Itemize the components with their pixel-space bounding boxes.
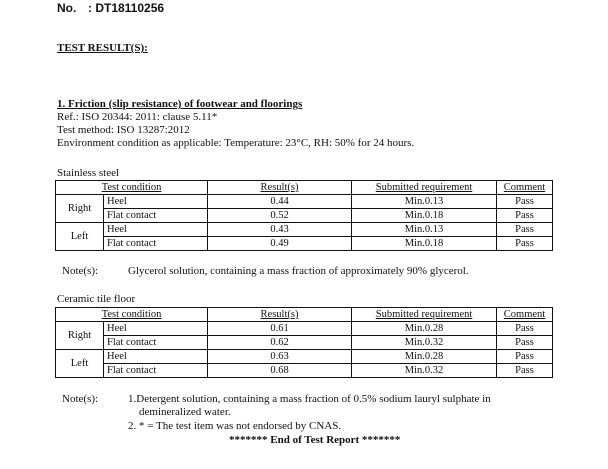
result-cell: 0.43 (208, 223, 352, 237)
report-number: : DT18110256 (88, 1, 165, 15)
ceramic-note-line-1: 1.Detergent solution, containing a mass fraction of 0.5% sodium lauryl sulphate in (128, 393, 491, 405)
end-of-report: ******* End of Test Report ******* (229, 434, 401, 446)
comment-cell: Pass (497, 364, 553, 378)
stainless-steel-title: Stainless steel (57, 167, 120, 179)
column-header: Comment (497, 181, 553, 195)
table-row (56, 223, 553, 237)
ceramic-note-line-2: demineralized water. (139, 406, 231, 418)
result-cell: 0.68 (208, 364, 352, 378)
condition-cell: Flat contact (104, 364, 208, 378)
table-row (56, 195, 553, 209)
ceramic-tile-table (55, 307, 553, 378)
test-results-heading: TEST RESULT(S): (57, 42, 148, 54)
section-title: 1. Friction (slip resistance) of footwear and floorings (57, 98, 303, 110)
requirement-cell: Min.0.18 (352, 237, 497, 251)
table-row (56, 336, 553, 350)
result-cell: 0.63 (208, 350, 352, 364)
ceramic-tile-title: Ceramic tile floor (57, 293, 136, 305)
position-cell: Left (56, 350, 104, 378)
stainless-note-label: Note(s): (62, 265, 99, 277)
comment-cell: Pass (497, 237, 553, 251)
requirement-cell: Min.0.18 (352, 209, 497, 223)
table-row (56, 350, 553, 364)
ceramic-note-line-3: 2. * = The test item was not endorsed by CNAS. (128, 420, 342, 432)
result-cell: 0.61 (208, 322, 352, 336)
condition-cell: Flat contact (104, 209, 208, 223)
table-header-row (56, 308, 553, 322)
stainless-steel-table (55, 180, 553, 251)
result-cell: 0.52 (208, 209, 352, 223)
column-header: Test condition (56, 181, 208, 195)
requirement-cell: Min.0.28 (352, 350, 497, 364)
ceramic-note-label: Note(s): (62, 393, 99, 405)
position-cell: Right (56, 195, 104, 223)
column-header: Submitted requirement (352, 308, 497, 322)
column-header: Test condition (56, 308, 208, 322)
comment-cell: Pass (497, 223, 553, 237)
column-header: Comment (497, 308, 553, 322)
reference-line: Ref.: ISO 20344: 2011: clause 5.11* (57, 111, 218, 123)
condition-cell: Heel (104, 322, 208, 336)
requirement-cell: Min.0.32 (352, 336, 497, 350)
stainless-note-text: Glycerol solution, containing a mass fraction of approximately 90% glycerol. (128, 265, 469, 277)
requirement-cell: Min.0.13 (352, 195, 497, 209)
table-row (56, 237, 553, 251)
condition-cell: Heel (104, 350, 208, 364)
comment-cell: Pass (497, 350, 553, 364)
result-cell: 0.49 (208, 237, 352, 251)
requirement-cell: Min.0.28 (352, 322, 497, 336)
condition-cell: Heel (104, 195, 208, 209)
comment-cell: Pass (497, 336, 553, 350)
report-number-label: No. (57, 1, 77, 15)
requirement-cell: Min.0.13 (352, 223, 497, 237)
position-cell: Right (56, 322, 104, 350)
table-header-row (56, 181, 553, 195)
condition-cell: Flat contact (104, 237, 208, 251)
column-header: Result(s) (208, 181, 352, 195)
column-header: Submitted requirement (352, 181, 497, 195)
environment-line: Environment condition as applicable: Temperature: 23°C, RH: 50% for 24 hours. (57, 137, 415, 149)
table-row (56, 364, 553, 378)
condition-cell: Heel (104, 223, 208, 237)
comment-cell: Pass (497, 209, 553, 223)
requirement-cell: Min.0.32 (352, 364, 497, 378)
column-header: Result(s) (208, 308, 352, 322)
test-method-line: Test method: ISO 13287:2012 (57, 124, 190, 136)
condition-cell: Flat contact (104, 336, 208, 350)
comment-cell: Pass (497, 195, 553, 209)
table-row (56, 209, 553, 223)
table-row (56, 322, 553, 336)
position-cell: Left (56, 223, 104, 251)
comment-cell: Pass (497, 322, 553, 336)
result-cell: 0.44 (208, 195, 352, 209)
result-cell: 0.62 (208, 336, 352, 350)
